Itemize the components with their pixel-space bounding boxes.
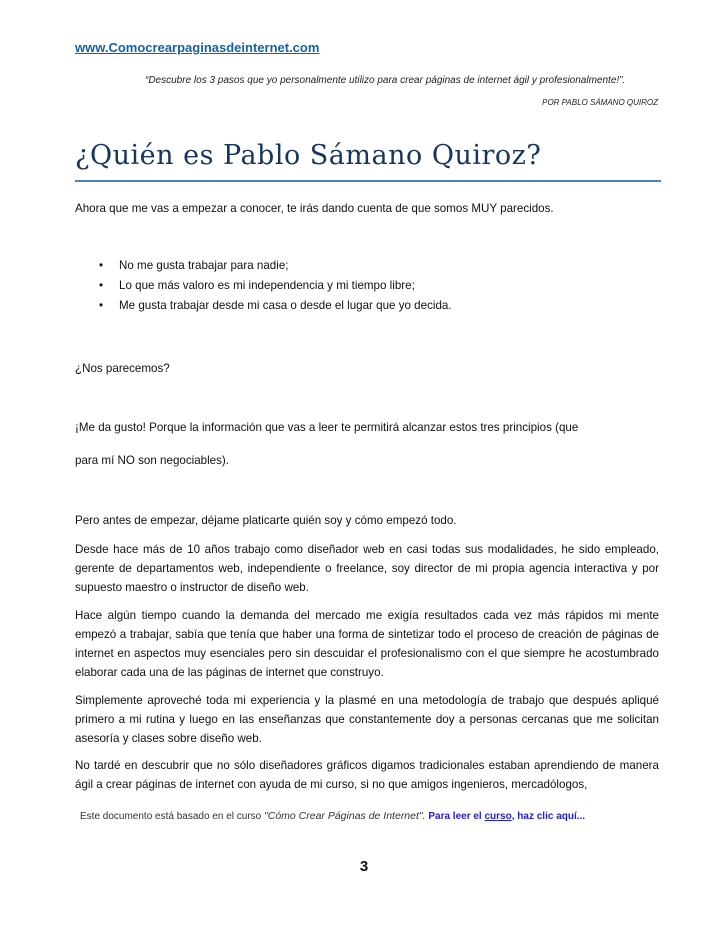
- course-name: "Cómo Crear Páginas de Internet".: [264, 810, 426, 822]
- gusto-paragraph-line2: para mí NO son negociables).: [75, 454, 230, 467]
- footer-note: Este documento está basado en el curso "Cómo Crear Páginas de Internet". Para leer el curso, haz clic aquí...: [80, 810, 586, 822]
- title-underline: [75, 180, 661, 182]
- course-link[interactable]: curso: [484, 811, 512, 822]
- byline: POR PABLO SÁMANO QUIROZ: [542, 98, 658, 107]
- desde-paragraph: Desde hace más de 10 años trabajo como diseñador web en casi todas sus modalidades, he sido empleado, gerente de departamentos web, independiente o freelance, soy director de mi propia agencia interactiva y por supuesto maestro o instructor de diseño web.: [75, 543, 659, 594]
- click-here-link[interactable]: , haz clic aquí...: [511, 811, 586, 822]
- bullet-icon: •: [99, 279, 104, 292]
- list-item: • No me gusta trabajar para nadie;: [75, 256, 452, 276]
- page-title: ¿Quién es Pablo Sámano Quiroz?: [75, 140, 542, 171]
- bullet-list: [75, 256, 452, 316]
- bullet-icon: •: [99, 299, 104, 312]
- simplemente-paragraph: Simplemente aproveché toda mi experiencia y la plasmé en una metodología de trabajo que después apliqué primero a mi rutina y luego en las enseñanzas que constantemente doy a personas cercanas que me solicitan asesoría y clases sobre diseño web.: [75, 694, 659, 745]
- hace-paragraph: Hace algún tiempo cuando la demanda del mercado me exigía resultados cada vez más rápidos mi mente empezó a trabajar, sabía que tenía que haber una forma de sintetizar todo el proceso de creación de páginas de internet en aspectos muy esenciales pero sin descuidar el profesionalismo con el que siempre he acostumbrado elaborar cada una de las páginas de internet que construyo.: [75, 609, 659, 679]
- intro-paragraph: Ahora que me vas a empezar a conocer, te irás dando cuenta de que somos MUY parecidos.: [75, 202, 554, 215]
- gusto-paragraph-line1: ¡Me da gusto! Porque la información que vas a leer te permitirá alcanzar estos tres principios (que: [75, 421, 579, 434]
- bullet-icon: •: [99, 259, 104, 272]
- antes-paragraph: Pero antes de empezar, déjame platicarte quién soy y cómo empezó todo.: [75, 514, 457, 527]
- tagline: “Descubre los 3 pasos que yo personalmente utilizo para crear páginas de internet ágil y profesionalmente!”.: [145, 75, 626, 86]
- list-item: • Lo que más valoro es mi independencia y mi tiempo libre;: [75, 276, 452, 296]
- site-link[interactable]: www.Comocrearpaginasdeinternet.com: [75, 40, 320, 55]
- list-item: • Me gusta trabajar desde mi casa o desde el lugar que yo decida.: [75, 296, 452, 316]
- notarde-paragraph: No tardé en descubrir que no sólo diseñadores gráficos digamos tradicionales estaban aprendiendo de manera ágil a crear páginas de internet con ayuda de mi curso, si no que amigos ingenieros, mercadólogos,: [75, 759, 659, 791]
- page-number: 3: [359, 858, 369, 875]
- question-paragraph: ¿Nos parecemos?: [75, 362, 170, 375]
